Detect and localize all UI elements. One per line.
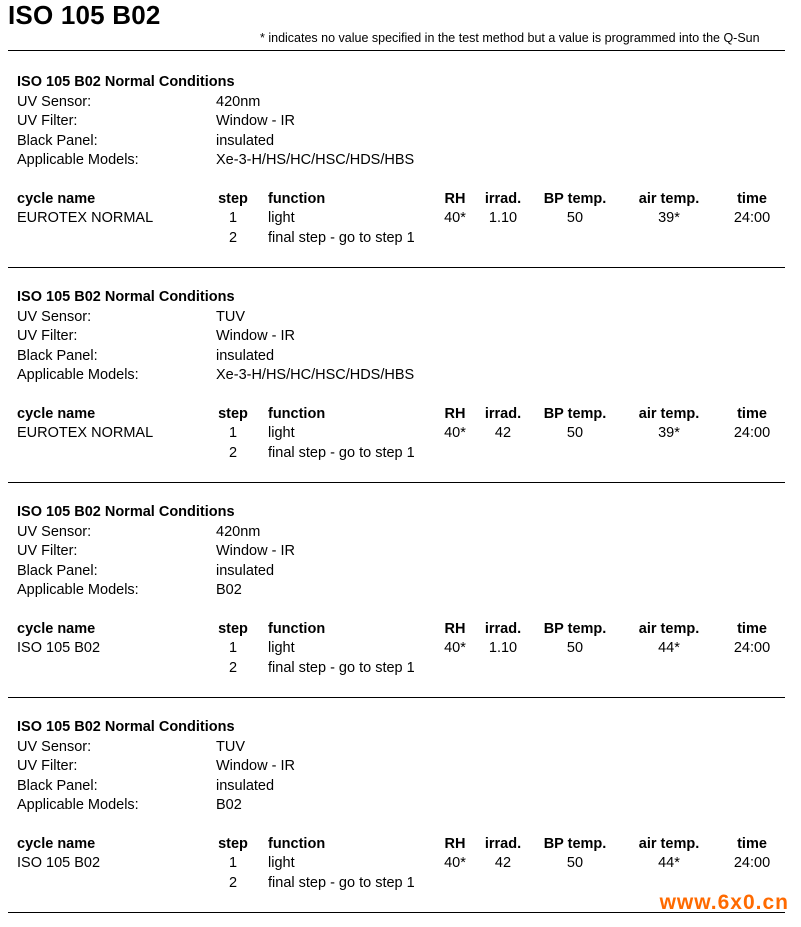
uv-sensor-value: TUV	[216, 739, 245, 755]
black-panel-label: Black Panel:	[17, 348, 98, 364]
black-panel-label: Black Panel:	[17, 133, 98, 149]
uv-filter-label: UV Filter:	[17, 543, 78, 559]
function-cell: final step - go to step 1	[268, 875, 415, 891]
applicable-models-label: Applicable Models:	[17, 797, 139, 813]
col-header-step: step	[218, 191, 248, 207]
rh-cell: 40*	[444, 640, 466, 656]
air-temp-cell: 44*	[658, 855, 680, 871]
applicable-models-value: B02	[216, 797, 242, 813]
test-condition-section-3	[0, 480, 801, 695]
step-cell: 2	[228, 230, 238, 246]
time-cell: 24:00	[733, 640, 771, 656]
function-cell: light	[268, 425, 295, 441]
applicable-models-label: Applicable Models:	[17, 582, 139, 598]
col-header-rh: RH	[444, 191, 466, 207]
col-header-cycle-name: cycle name	[17, 191, 96, 207]
uv-sensor-label: UV Sensor:	[17, 739, 92, 755]
black-panel-label: Black Panel:	[17, 778, 98, 794]
section-heading: ISO 105 B02 Normal Conditions	[17, 504, 235, 520]
footnote-asterisk-note: * indicates no value specified in the test method but a value is programmed into the Q-Sun	[260, 31, 760, 45]
applicable-models-value: Xe-3-H/HS/HC/HSC/HDS/HBS	[216, 152, 415, 168]
black-panel-value: insulated	[216, 563, 275, 579]
uv-sensor-value: 420nm	[216, 94, 261, 110]
irrad-cell: 1.10	[488, 210, 518, 226]
step-cell: 1	[228, 210, 238, 226]
function-cell: light	[268, 210, 295, 226]
col-header-air-temp: air temp.	[638, 406, 700, 422]
uv-filter-label: UV Filter:	[17, 328, 78, 344]
col-header-cycle-name: cycle name	[17, 406, 96, 422]
col-header-step: step	[218, 406, 248, 422]
col-header-air-temp: air temp.	[638, 836, 700, 852]
col-header-bp-temp: BP temp.	[543, 191, 607, 207]
rh-cell: 40*	[444, 210, 466, 226]
col-header-function: function	[268, 836, 326, 852]
rh-cell: 40*	[444, 855, 466, 871]
uv-filter-value: Window - IR	[216, 328, 295, 344]
uv-sensor-label: UV Sensor:	[17, 309, 92, 325]
step-cell: 2	[228, 875, 238, 891]
uv-filter-label: UV Filter:	[17, 113, 78, 129]
uv-filter-value: Window - IR	[216, 113, 295, 129]
uv-sensor-label: UV Sensor:	[17, 524, 92, 540]
col-header-rh: RH	[444, 836, 466, 852]
col-header-function: function	[268, 191, 326, 207]
uv-sensor-label: UV Sensor:	[17, 94, 92, 110]
col-header-rh: RH	[444, 621, 466, 637]
col-header-step: step	[218, 836, 248, 852]
col-header-time: time	[737, 836, 767, 852]
air-temp-cell: 39*	[658, 210, 680, 226]
time-cell: 24:00	[733, 855, 771, 871]
applicable-models-label: Applicable Models:	[17, 152, 139, 168]
col-header-irrad: irrad.	[484, 836, 522, 852]
step-cell: 1	[228, 640, 238, 656]
uv-filter-label: UV Filter:	[17, 758, 78, 774]
bp-temp-cell: 50	[566, 425, 584, 441]
site-watermark: www.6x0.cn	[659, 891, 789, 914]
black-panel-value: insulated	[216, 133, 275, 149]
black-panel-label: Black Panel:	[17, 563, 98, 579]
test-condition-section-2	[0, 265, 801, 480]
col-header-irrad: irrad.	[484, 191, 522, 207]
black-panel-value: insulated	[216, 348, 275, 364]
step-cell: 2	[228, 660, 238, 676]
uv-filter-value: Window - IR	[216, 758, 295, 774]
rh-cell: 40*	[444, 425, 466, 441]
col-header-time: time	[737, 406, 767, 422]
col-header-rh: RH	[444, 406, 466, 422]
step-cell: 2	[228, 445, 238, 461]
cycle-name-cell: EUROTEX NORMAL	[17, 210, 154, 226]
col-header-cycle-name: cycle name	[17, 836, 96, 852]
col-header-irrad: irrad.	[484, 406, 522, 422]
uv-sensor-value: TUV	[216, 309, 245, 325]
test-condition-section-4	[0, 695, 801, 910]
col-header-bp-temp: BP temp.	[543, 406, 607, 422]
function-cell: light	[268, 855, 295, 871]
section-heading: ISO 105 B02 Normal Conditions	[17, 719, 235, 735]
bp-temp-cell: 50	[566, 855, 584, 871]
step-cell: 1	[228, 425, 238, 441]
col-header-step: step	[218, 621, 248, 637]
cycle-name-cell: ISO 105 B02	[17, 640, 101, 656]
col-header-function: function	[268, 406, 326, 422]
step-cell: 1	[228, 855, 238, 871]
col-header-cycle-name: cycle name	[17, 621, 96, 637]
col-header-time: time	[737, 621, 767, 637]
col-header-time: time	[737, 191, 767, 207]
col-header-function: function	[268, 621, 326, 637]
applicable-models-label: Applicable Models:	[17, 367, 139, 383]
bp-temp-cell: 50	[566, 210, 584, 226]
function-cell: final step - go to step 1	[268, 230, 415, 246]
test-condition-section-1	[0, 50, 801, 265]
irrad-cell: 1.10	[488, 640, 518, 656]
black-panel-value: insulated	[216, 778, 275, 794]
air-temp-cell: 39*	[658, 425, 680, 441]
time-cell: 24:00	[733, 425, 771, 441]
cycle-name-cell: EUROTEX NORMAL	[17, 425, 154, 441]
irrad-cell: 42	[494, 855, 512, 871]
section-heading: ISO 105 B02 Normal Conditions	[17, 289, 235, 305]
col-header-bp-temp: BP temp.	[543, 836, 607, 852]
function-cell: final step - go to step 1	[268, 660, 415, 676]
col-header-air-temp: air temp.	[638, 621, 700, 637]
uv-sensor-value: 420nm	[216, 524, 261, 540]
function-cell: light	[268, 640, 295, 656]
air-temp-cell: 44*	[658, 640, 680, 656]
function-cell: final step - go to step 1	[268, 445, 415, 461]
irrad-cell: 42	[494, 425, 512, 441]
bp-temp-cell: 50	[566, 640, 584, 656]
applicable-models-value: Xe-3-H/HS/HC/HSC/HDS/HBS	[216, 367, 415, 383]
uv-filter-value: Window - IR	[216, 543, 295, 559]
col-header-air-temp: air temp.	[638, 191, 700, 207]
time-cell: 24:00	[733, 210, 771, 226]
applicable-models-value: B02	[216, 582, 242, 598]
cycle-name-cell: ISO 105 B02	[17, 855, 101, 871]
col-header-irrad: irrad.	[484, 621, 522, 637]
section-heading: ISO 105 B02 Normal Conditions	[17, 74, 235, 90]
document-title: ISO 105 B02	[8, 0, 161, 30]
col-header-bp-temp: BP temp.	[543, 621, 607, 637]
